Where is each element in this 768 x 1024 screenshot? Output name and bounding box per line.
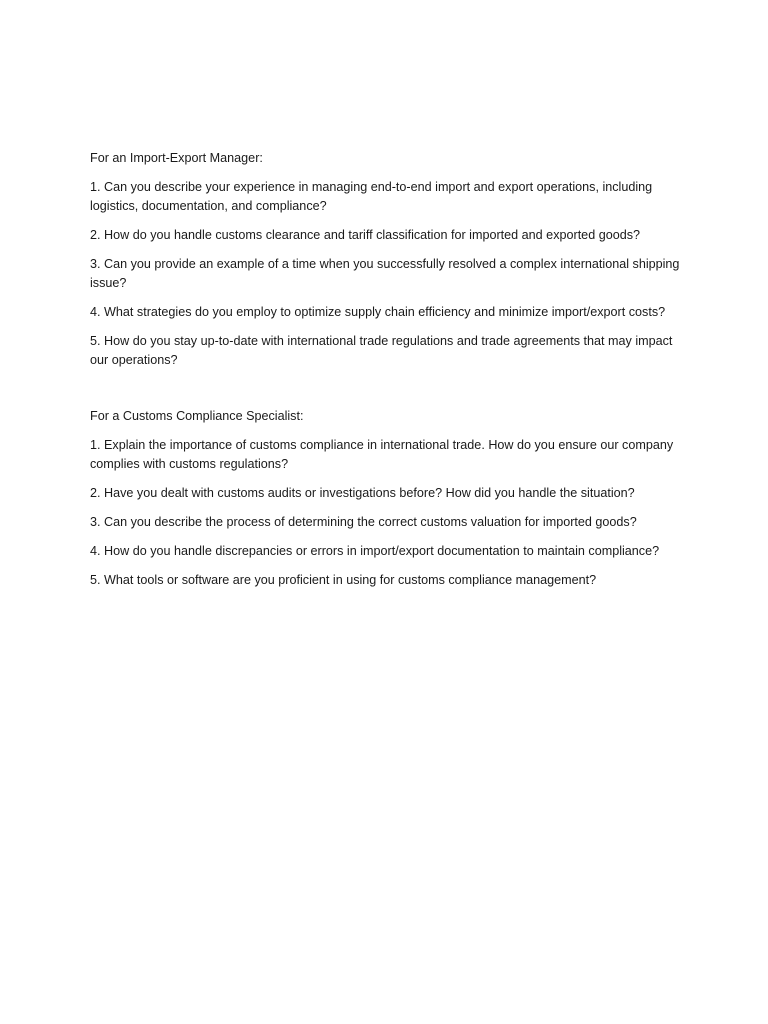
question-item: 5. What tools or software are you proficient in using for customs compliance management? [90, 573, 597, 587]
question-item: 5. How do you stay up-to-date with international trade regulations and trade agreements that may impact our operations? [90, 334, 673, 367]
section-import-export-manager [90, 149, 690, 370]
question-item: 4. How do you handle discrepancies or errors in import/export documentation to maintain compliance? [90, 544, 660, 558]
question-item: 1. Can you describe your experience in managing end-to-end import and export operations, including logistics, documentation, and compliance? [90, 180, 653, 213]
question-item: 3. Can you describe the process of determining the correct customs valuation for imported goods? [90, 515, 637, 529]
question-item: 2. Have you dealt with customs audits or investigations before? How did you handle the situation? [90, 486, 635, 500]
question-item: 2. How do you handle customs clearance and tariff classification for imported and exported goods? [90, 228, 641, 242]
question-item: 3. Can you provide an example of a time when you successfully resolved a complex international shipping issue? [90, 257, 680, 290]
question-item: 1. Explain the importance of customs compliance in international trade. How do you ensure our company complies with customs regulations? [90, 438, 674, 471]
section-customs-compliance-specialist [90, 407, 690, 590]
section-heading: For a Customs Compliance Specialist: [90, 409, 304, 423]
question-list [90, 178, 690, 370]
section-spacer [90, 380, 690, 407]
document-body [90, 149, 690, 600]
question-item: 4. What strategies do you employ to optimize supply chain efficiency and minimize import/export costs? [90, 305, 666, 319]
question-list [90, 436, 690, 590]
section-heading: For an Import-Export Manager: [90, 151, 263, 165]
